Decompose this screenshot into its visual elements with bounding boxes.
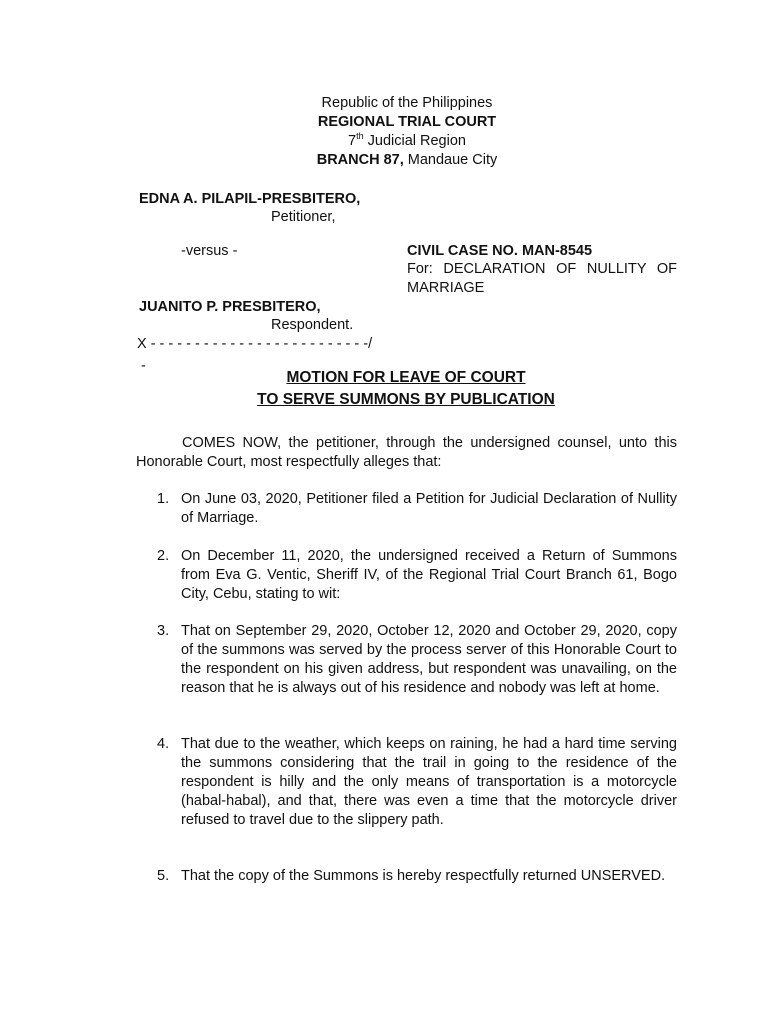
court-caption xyxy=(0,94,768,170)
respondent-role: Respondent. xyxy=(271,317,354,333)
caption-separator: X - - - - - - - - - - - - - - - - - - - - - - - - -/ xyxy=(137,336,373,352)
branch-city: Mandaue City xyxy=(403,152,498,168)
allegation-1 xyxy=(157,490,677,528)
allegation-3 xyxy=(157,622,677,698)
versus-label: -versus - xyxy=(181,243,238,259)
petitioner-name: EDNA A. PILAPIL-PRESBITERO, xyxy=(139,191,361,207)
separator-dash: - xyxy=(141,358,146,374)
region-text: Judicial Region xyxy=(363,133,466,149)
caption-court: REGIONAL TRIAL COURT xyxy=(317,114,497,130)
allegation-2 xyxy=(157,547,677,604)
allegation-text: That due to the weather, which keeps on raining, he had a hard time serving the summons considering that the trail in going to the residence of the respondent is hilly and the only means of transportation is a motorcycle (habal-habal), and that, there was even a time that the motorcycle driver refused to travel due to the slippery path. xyxy=(181,736,677,828)
allegation-text: On December 11, 2020, the undersigned received a Return of Summons from Eva G. Ventic, Sheriff IV, of the Regional Trial Court Branch 61, Bogo City, Cebu, stating to wit: xyxy=(181,548,677,602)
motion-title-line1: MOTION FOR LEAVE OF COURT xyxy=(286,369,526,386)
allegation-4 xyxy=(157,735,677,830)
allegation-text: That the copy of the Summons is hereby respectfully returned UNSERVED. xyxy=(181,868,666,884)
allegation-number: 1. xyxy=(157,491,170,507)
allegation-text: That on September 29, 2020, October 12, 2020 and October 29, 2020, copy of the summons was served by the process server of this Honorable Court to the respondent on his given address, but respondent was unavailing, on the reason that he is always out of his residence and nobody was left at home. xyxy=(181,623,677,696)
caption-region xyxy=(0,132,768,151)
allegation-number: 4. xyxy=(157,736,170,752)
branch-label: BRANCH 87, xyxy=(316,152,404,168)
region-suffix: th xyxy=(356,131,364,142)
allegation-number: 3. xyxy=(157,623,170,639)
case-nature: For: DECLARATION OF NULLITY OF MARRIAGE xyxy=(407,261,677,296)
case-number: CIVIL CASE NO. MAN-8545 xyxy=(407,243,593,259)
petitioner-role: Petitioner, xyxy=(271,209,336,225)
allegation-text: On June 03, 2020, Petitioner filed a Petition for Judicial Declaration of Nullity of Marriage. xyxy=(181,491,677,526)
allegation-number: 2. xyxy=(157,548,170,564)
region-number: 7 xyxy=(348,133,357,149)
intro-paragraph: COMES NOW, the petitioner, through the undersigned counsel, unto this Honorable Court, most respectfully alleges that: xyxy=(136,435,677,470)
caption-branch xyxy=(0,151,768,170)
caption-republic: Republic of the Philippines xyxy=(321,95,493,111)
allegation-5 xyxy=(157,867,677,886)
motion-title-line2: TO SERVE SUMMONS BY PUBLICATION xyxy=(257,391,555,408)
respondent-name: JUANITO P. PRESBITERO, xyxy=(139,299,321,315)
allegation-number: 5. xyxy=(157,868,170,884)
